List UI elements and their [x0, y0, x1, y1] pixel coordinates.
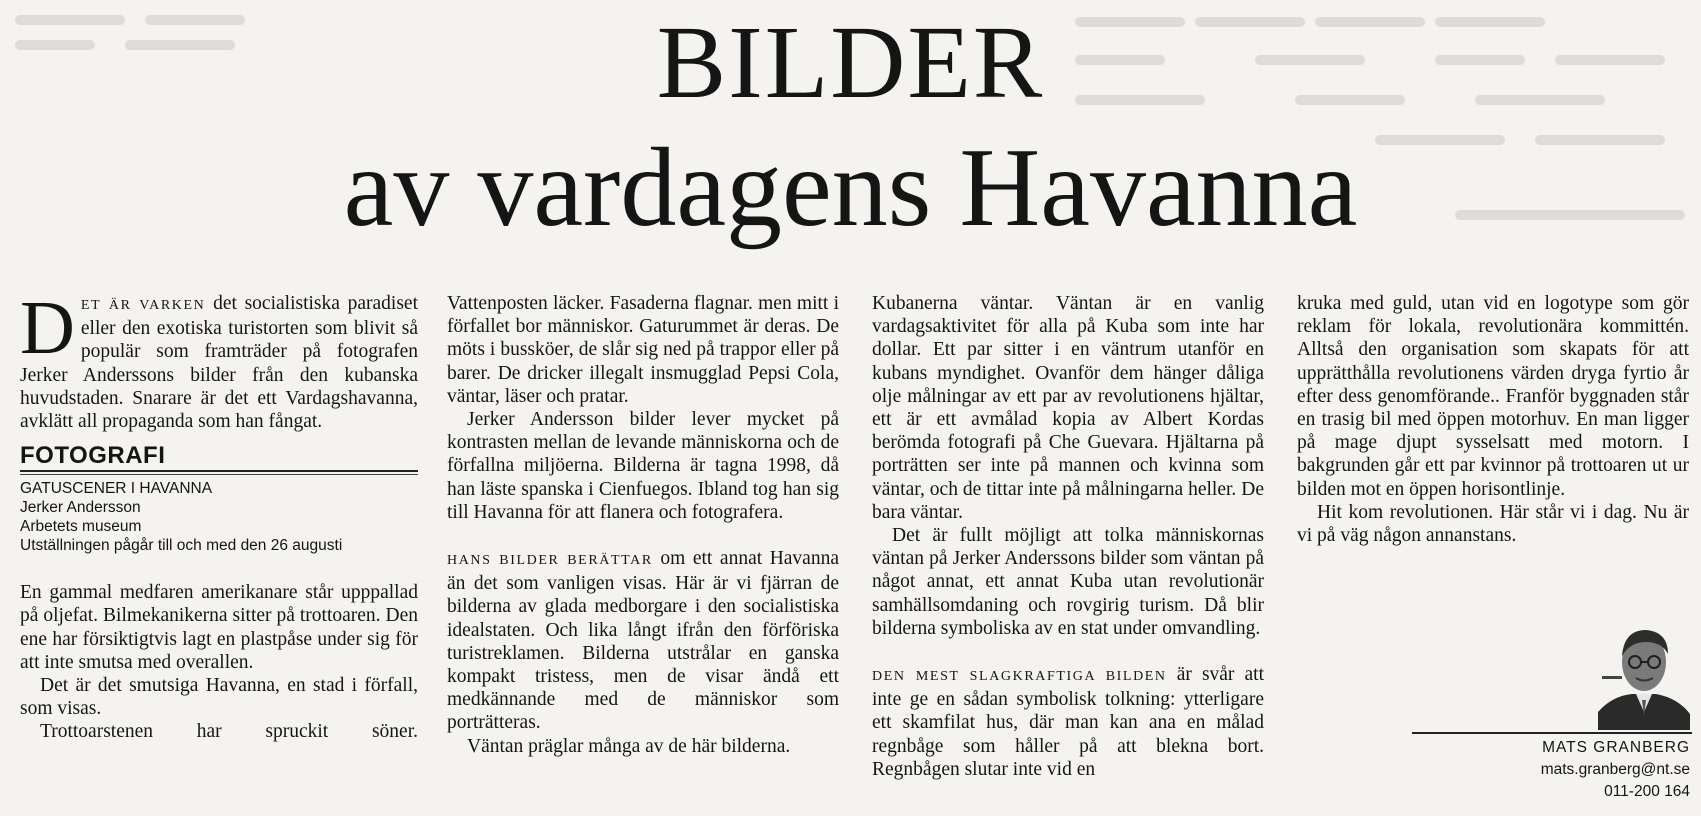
author-email: mats.granberg@nt.se [1540, 761, 1690, 778]
section-lead-smallcaps: DEN MEST SLAGKRAFTIGA BILDEN [872, 669, 1167, 685]
headline-line-1: BILDER [656, 5, 1045, 120]
body-paragraph: Det är det smutsiga Havanna, en stad i förfall, som visas. [20, 675, 418, 720]
kicker-rule-thin [20, 474, 418, 475]
section-lead-smallcaps: HANS BILDER BERÄTTAR [447, 553, 653, 569]
author-name: MATS GRANBERG [1542, 739, 1690, 756]
intro-text: det socialistiska paradiset eller den exotiska turistorten som blivit så populär som framträder på fotografen Jerker Anderssons bilder från den kubanska huvudstaden. Snarare är det ett Vardagshavanna, avklätt all propaganda som han fångat. [20, 293, 419, 433]
section-paragraph [872, 663, 1264, 781]
body-paragraph: kruka med guld, utan vid en logotype som gör reklam för lokala, revolutionära kommittén. Alltså den organisation som skapats för att upprätthålla revolutionens värden dryga fyrtio år efter dess genomförande.. Franför byggnaden står en trasig bil med öppen motorhuv. En man ligger på mage djupt sysselsatt med motorn. I bakgrunden går ett par kvinnor på trottoaren ut ur bilden mot en öppen horisontlinje. [1297, 293, 1689, 500]
section-text: är svår att inte ge en sådan symbolisk tolkning: ytterligare ett skamfilat hus, där man kan ana en målad regnbåge som håller på att blekna bort. Regnbågen slutar inte vid en [872, 664, 1264, 780]
body-paragraph: Jerker Andersson bilder lever mycket på kontrasten mellan de levande människorna och de förfallna miljöerna. Bilderna är tagna 1998, då han läste spanska i Cienfuegos. Ibland tog han sig till Havanna för att flanera och fotografera. [447, 409, 839, 523]
article-column-1 [20, 286, 419, 744]
author-phone: 011-200 164 [1604, 783, 1690, 800]
body-paragraph: Kubanerna väntar. Väntan är en vanlig vardagsaktivitet för alla på Kuba som inte har dollar. Ett par sitter i en väntrum utanför en kubans myndighet. Ovanför dem hänger dåliga olje målningar av ett par av revolutionens hjältar, ett är ett avmålad kopia av Albert Kordas berömda fotografi på Che Guevara. Hjältarna på porträtten ser inte på mannen och kvinna som väntar, och de tittar inte på målningarna heller. De bara väntar. [872, 293, 1264, 523]
intro-lead-smallcaps: ET ÄR VARKEN [80, 298, 206, 313]
body-paragraph: Vattenposten läcker. Fasaderna flagnar. men mitt i förfallet bor människor. Gaturummet är deras. De möts i bussköer, de slår sig ned på trappor eller på barer. De dricker illegalt insmugglad Pepsi Cola, väntar, läser och pratar. [447, 293, 839, 407]
body-paragraph: En gammal medfaren amerikanare står upppallad på oljefat. Bilmekanikerna sitter på trottoaren. Den ene har försiktigtvis lagt en plastpåse under sig för att inte smutsa med overallen. [20, 582, 418, 673]
author-photo [1598, 620, 1690, 730]
section-paragraph [447, 547, 839, 735]
exhibition-title: GATUSCENER I HAVANNA [20, 480, 213, 498]
review-info-box [20, 479, 418, 555]
body-paragraph: Väntan präglar många av de här bilderna. [467, 735, 791, 757]
venue-name: Arbetets museum [20, 518, 142, 536]
body-paragraph: Det är fullt möjligt att tolka människornas väntan på Jerker Anderssons bilder som väntan på något annat, ett annat Kuba utan revolutionär samhällsomdaning och rovgirig turism. Då blir bilderna symboliska av en stat under omvandling. [872, 525, 1264, 639]
byline-rule [1412, 732, 1692, 734]
photographer-name: Jerker Andersson [20, 499, 141, 517]
article-column-4 [1297, 292, 1689, 547]
section-text: om ett annat Havanna än det som vanligen visas. Här är vi fjärran de bilderna av glada medborgare i den socialistiska idealstaten. Och lika långt ifrån den förföriska turistreklamen. Bilderna utstrålar en ganska kompakt tristess, men de visar ändå ett medkännande med de människor som porträtteras. [447, 548, 839, 734]
kicker-rule [20, 470, 418, 472]
intro-paragraph [20, 286, 419, 433]
headline-line-2: av vardagens Havanna [343, 126, 1358, 250]
article-column-3 [872, 292, 1264, 781]
exhibition-dates: Utställningen pågår till och med den 26 augusti [20, 537, 343, 555]
body-paragraph: Hit kom revolutionen. Här står vi i dag. Nu är vi på väg någon annanstans. [1297, 501, 1689, 547]
body-paragraph: Trottoarstenen har spruckit söner. [40, 721, 418, 743]
drop-cap: D [20, 286, 75, 370]
section-kicker: FOTOGRAFI [20, 442, 166, 470]
article-column-2 [447, 292, 839, 758]
